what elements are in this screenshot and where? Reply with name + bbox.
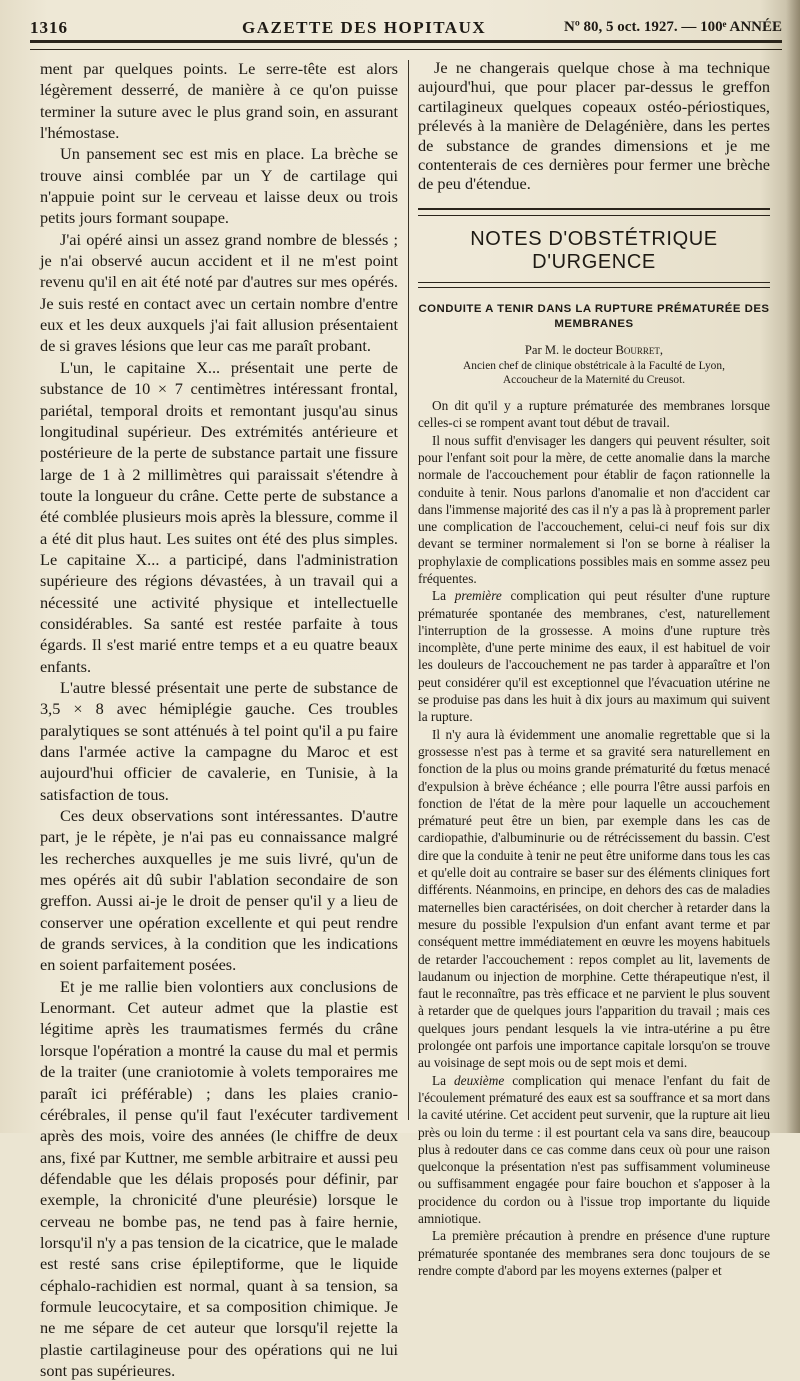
text-run: complication qui menace l'enfant du fait de l'écoulement prématuré des eaux est sa souffrance et sa mort dans la cavité utérine. Cet accident peut survenir, que la rupture ait lieu près ou loin du terme : il est pourtant cela va sans dire, beaucoup plus à redouter dans ce cas comme dans ceux où pour une raison quelconque la présentation n'est pas suffisamment volumineuse ou suffisamment engagée pour faire bouchon et s'apposer à la procidence du cordon ou à l'issue trop importante du liquide amniotique. bbox=[418, 1072, 770, 1226]
paragraph: Il n'y aura là évidemment une anomalie regrettable que si la grossesse n'est pas à terme et sa gravité sera naturellement en fonction de la plus ou moins grande prématurité du fœtus menacé d'expulsion à brève échéance ; elle pourra l'être aussi parfois en fonction de l'état de la mère pour laquelle un accouchement prématuré peut être un bien, par exemple dans les cas de cardiopathie, d'albuminurie ou de rétrécissement du bassin. C'est dire que la conduite à tenir ne peut être uniforme dans tous les cas et qu'elle doit au contraire se baser sur des éléments cliniques fort différents. Néanmoins, en principe, en dehors des cas de maladies maternelles bien caractérisées, on doit chercher à retarder dans la mesure du possible l'expulsion d'un enfant avant terme et par conséquent mettre immédiatement en œuvre les moyens habituels de retarder l'accouchement : repos complet au lit, lavements de laudanum ou injection de morphine. Cette thérapeutique n'est, il faut le reconnaître, pas très efficace et ne parvient le plus souvent à retarder que de quelques jours l'apparition du travail ; mais ces quelques jours pendant lesquels la vie intra-utérine a pu être prolongée ont parfois une importance capitale lorsqu'on se trouve au voisinage de sept mois ou de sept mois et demi. bbox=[418, 726, 770, 1071]
journal-title: GAZETTE DES HOPITAUX bbox=[242, 18, 487, 37]
right-column bbox=[418, 58, 770, 1279]
paragraph: J'ai opéré ainsi un assez grand nombre de blessés ; je n'ai observé aucun accident et il ne m'est point revenu qu'il en ait été noté par d'autres sur mes opérés. Je suis resté en contact avec un certain nombre d'entre eux et les deux auxquels j'ai fait allusion présentaient de si graves lésions que leur cas me paraît probant. bbox=[40, 229, 398, 356]
paragraph: On dit qu'il y a rupture prématurée des membranes lorsque celles-ci se rompent avant tout début de travail. bbox=[418, 398, 770, 431]
column-divider bbox=[408, 60, 409, 1120]
text-run: La bbox=[432, 1072, 455, 1088]
paragraph bbox=[418, 1072, 770, 1228]
paragraph: Ces deux observations sont intéressantes. D'autre part, je le répète, je n'ai pas eu connaissance malgré les recherches auxquelles je me suis livré, qu'un de mes opérés ait dû subir l'ablation secondaire de son greffon. Aussi ai-je le droit de penser qu'il y a lieu de conserver une opération excellente et qui peut rendre de grands services, à la condition que les indications en soient parfaitement posées. bbox=[40, 806, 398, 975]
previous-article-ending bbox=[418, 58, 770, 194]
article-body bbox=[418, 397, 770, 1279]
left-column bbox=[40, 58, 398, 1381]
paragraph: Un pansement sec est mis en place. La brèche se trouve ainsi comblée par un Y de cartilage qui n'appuie point sur le cerveau et laisse deux ou trois petits jours formant soupape. bbox=[40, 144, 398, 228]
text-run: complication qui peut résulter d'une rupture prématurée spontanée des membranes, c'est, naturellement l'interruption de la grossesse. A moins d'une rupture très incomplète, d'une perte minime des eaux, il est habituel de voir les douleurs de l'accouchement ne pas tarder à apparaître et l'on peut considérer qu'il est exceptionnel que l'évacuation utérine ne se produise pas dans les huit à dix jours au maximum qui suivent la rupture. bbox=[418, 588, 770, 725]
page-edge-shadow bbox=[786, 0, 800, 1133]
byline-prefix: Par M. le docteur bbox=[524, 342, 616, 357]
issue-info: Nº 80, 5 oct. 1927. — 100ᵉ ANNÉE bbox=[564, 19, 782, 35]
paragraph: L'autre blessé présentait une perte de substance de 3,5 × 8 avec hémiplégie gauche. Ces troubles paralytiques se sont atténués à tel point qu'il a pu faire dans l'armée active la campagne du Maroc et est aujourd'hui officier de cavalerie, en Tunisie, à la satisfaction de tous. bbox=[40, 677, 398, 804]
paragraph: L'un, le capitaine X... présentait une perte de substance de 10 × 7 centimètres intéressant frontal, pariétal, temporal droits et remontant jusqu'au sinus longitudinal supérieur. Des extrémités antérieure et postérieure de la perte de substance partait une fissure large de 1 à 2 millimètres qui paraissait s'étendre à toute la longueur du crâne. Cette perte de substance a été comblée plusieurs mois après la blessure, comme il a été dit plus haut. Les suites ont été des plus simples. Le capitaine X... a participé, dans l'administration supérieure des régions dévastées, à un travail qui a nécessité une activité physique et intellectuelle considérables. Sa santé est restée parfaite à tous égards. Il s'est marié entre temps et a eu quatre beaux enfants. bbox=[40, 357, 398, 676]
section-rule-top bbox=[418, 208, 770, 216]
affiliation-line: Accoucheur de la Maternité du Creusot. bbox=[502, 374, 686, 387]
page-header bbox=[30, 14, 782, 40]
author-name: Bourret, bbox=[615, 342, 664, 357]
affiliation-line: Ancien chef de clinique obstétricale à la Faculté de Lyon, bbox=[463, 359, 725, 372]
text-run: La bbox=[432, 588, 455, 604]
emphasis: première bbox=[454, 588, 502, 604]
paragraph: ment par quelques points. Le serre-tête est alors légèrement desserré, de manière à ce qu'on puisse terminer la suture avec le plus grand soin, en assurant l'hémostase. bbox=[40, 59, 398, 143]
paragraph: Il nous suffit d'envisager les dangers qui peuvent résulter, soit pour l'enfant soit pour la mère, de cette anomalie dans la marche normale de l'accouchement pour établir de façon rationnelle la conduite à tenir. Nous parlons d'anomalie et non d'accident car dans l'immense majorité des cas il n'y a pas là à proprement parler une complication de l'accouchement, celui-ci neuf fois sur dix devant se terminer normalement si l'on se borne à réaliser la prophylaxie de complications possibles mais en somme assez peu fréquentes. bbox=[418, 432, 770, 586]
section-title: NOTES D'OBSTÉTRIQUE D'URGENCE bbox=[470, 227, 718, 273]
header-rule bbox=[30, 40, 782, 50]
paragraph: La première précaution à prendre en présence d'une rupture prématurée spontanée des membranes sera donc toujours de se rendre compte d'abord par les moyens externes (palper et bbox=[418, 1228, 770, 1278]
paragraph: Et je me rallie bien volontiers aux conclusions de Lenormant. Cet auteur admet que la plastie est légitime après les traumatismes fermés du crâne lorsque l'opération a montré la cause du mal et permis de la traiter (une craniotomie à volets temporaires me paraît ici préférable) ; dans les plaies cranio-cérébrales, il pense qu'il faut l'exécuter tardivement après des mois, voire des années (le chiffre de deux ans, fixé par Kuttner, me semble arbitraire et aussi peu défendable que les délais proposés pour définir, par exemple, la chronicité d'une pleurésie) lorsque le cerveau ne bombe pas, ne tend pas à faire hernie, lorsqu'il n'y a pas tension de la cicatrice, que le malade est resté sans crise épileptiforme, que le liquide céphalo-rachidien est normal, quant à sa tension, sa formule leucocytaire, et sa composition chimique. Je ne me sépare de cet auteur que lorsqu'il rejette la plastie cartilagineuse pour des opérations qui ne lui sont pas supérieures. bbox=[40, 976, 398, 1380]
page-number: 1316 bbox=[30, 18, 68, 37]
paragraph: Je ne changerais quelque chose à ma technique aujourd'hui, que pour placer par-dessus le greffon cartilagineux quelques copeaux ostéo-périostiques, prélevés à la manière de Delagénière, dans les pertes de substance de grandes dimensions et je me contenterais de ces dernières pour fermer une brèche de peu d'étendue. bbox=[418, 58, 770, 194]
section-rule-bottom bbox=[418, 282, 770, 288]
byline bbox=[418, 343, 770, 358]
emphasis: deuxième bbox=[454, 1072, 505, 1088]
article-title: CONDUITE A TENIR DANS LA RUPTURE PRÉMATURÉE DES MEMBRANES bbox=[418, 302, 770, 330]
paragraph bbox=[418, 587, 770, 725]
